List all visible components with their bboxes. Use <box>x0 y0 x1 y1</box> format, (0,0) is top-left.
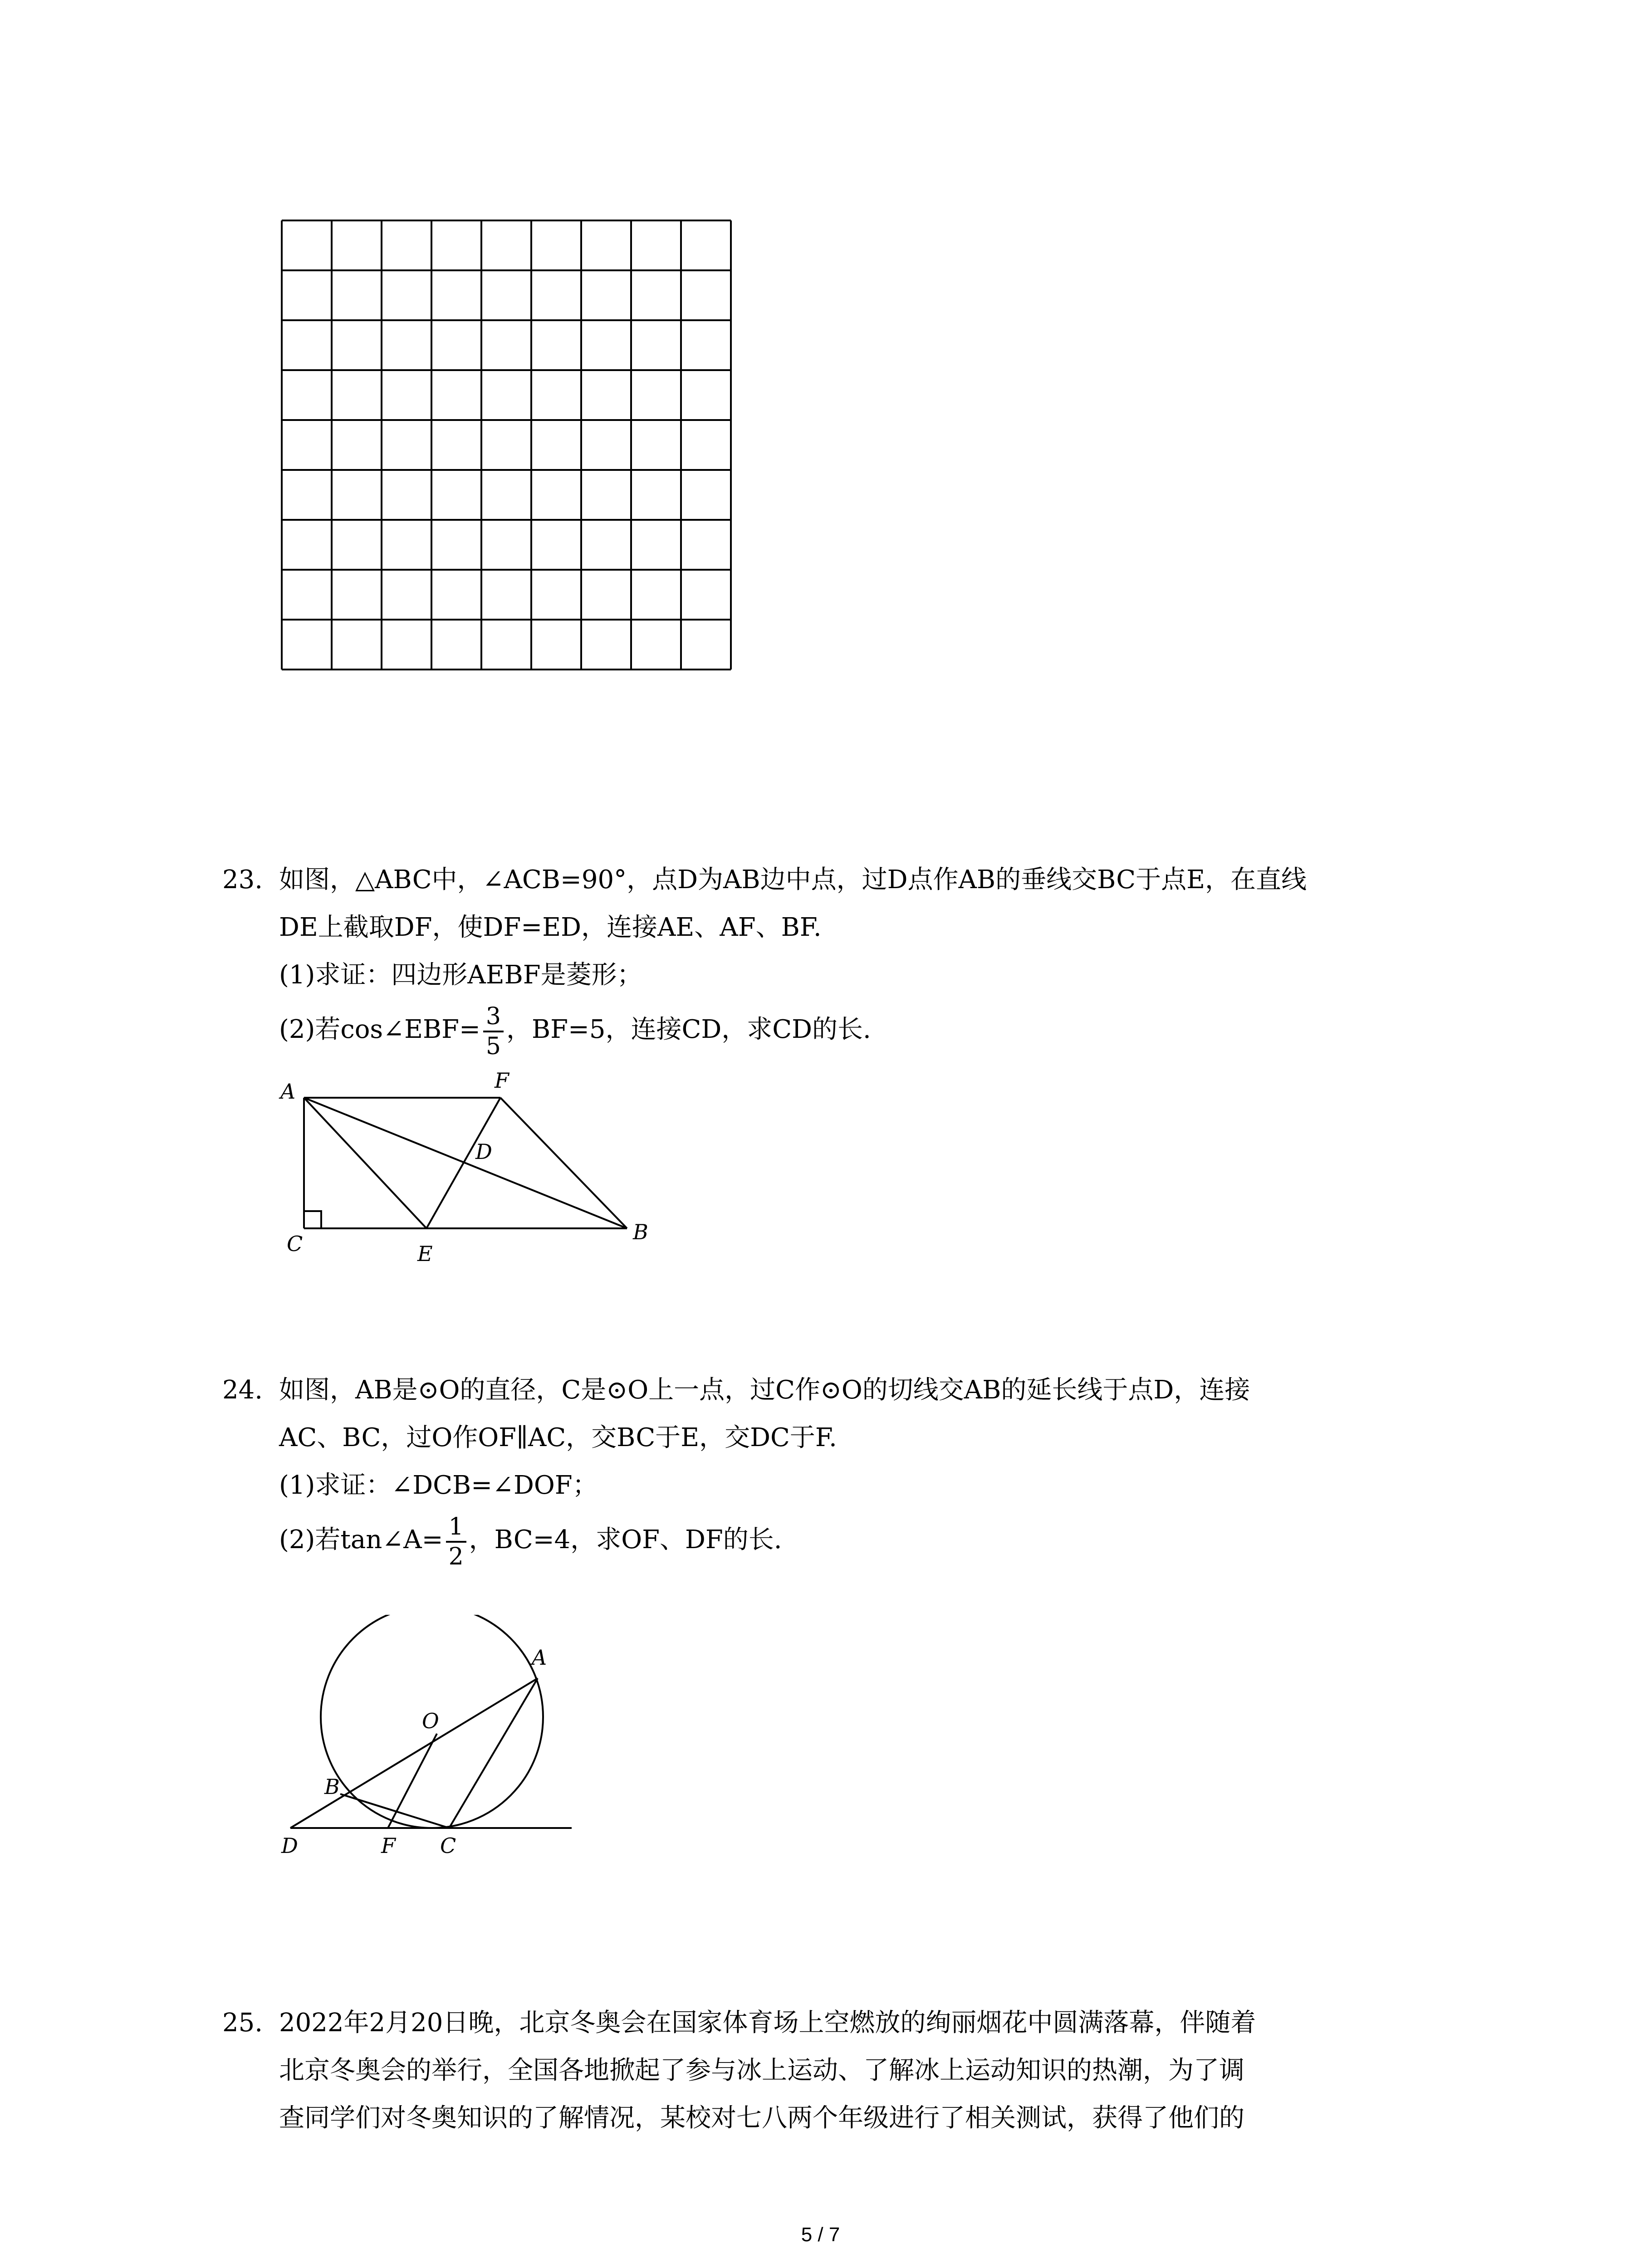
q24-line2: AC、BC，过O作OF∥AC，交BC于E，交DC于F. <box>279 1423 837 1452</box>
q23-segment-ae <box>304 1098 426 1228</box>
q24-segment-bc <box>340 1794 449 1828</box>
q23-part2-pre: (2)若cos∠EBF= <box>279 1015 480 1044</box>
q24-label-c: C <box>440 1833 456 1858</box>
q24-part2 <box>279 1506 782 1574</box>
q25-number: 25. <box>222 2008 263 2038</box>
q23-line2: DE上截取DF，使DF=ED，连接AE、AF、BF. <box>279 913 822 942</box>
q23-label-a: A <box>280 1079 296 1104</box>
q24-part2-post: ，BC=4，求OF、DF的长. <box>469 1525 782 1554</box>
q23-part2-post: ，BF=5，连接CD，求CD的长. <box>506 1015 871 1044</box>
q24-line1: 如图，AB是⊙O的直径，C是⊙O上一点，过C作⊙O的切线交AB的延长线于点D，连接 <box>279 1375 1250 1405</box>
q23-frac-denominator: 5 <box>485 1032 501 1060</box>
q24-segment-of <box>388 1734 437 1828</box>
q24-label-f: F <box>381 1833 396 1858</box>
q23-fraction <box>483 1002 504 1061</box>
q23-right-angle-mark <box>304 1211 321 1228</box>
q24-part2-pre: (2)若tan∠A= <box>279 1525 443 1554</box>
q25-line1: 2022年2月20日晚，北京冬奥会在国家体育场上空燃放的绚丽烟花中圆满落幕，伴随着 <box>279 2008 1256 2038</box>
q24-figure <box>272 1615 590 1869</box>
q23-label-e: E <box>417 1242 433 1266</box>
q24-label-o: O <box>422 1709 439 1733</box>
q23-segment-ab <box>304 1098 627 1228</box>
q24-frac-numerator: 1 <box>446 1513 466 1543</box>
q23-figure <box>272 1061 671 1275</box>
q25-line2: 北京冬奥会的举行，全国各地掀起了参与冰上运动、了解冰上运动知识的热潮，为了调 <box>279 2056 1244 2085</box>
q23-label-b: B <box>633 1220 648 1244</box>
q23-label-f: F <box>495 1068 509 1093</box>
q24-label-d: D <box>281 1833 298 1858</box>
q24-label-a: A <box>532 1645 547 1670</box>
q23-label-c: C <box>287 1232 303 1256</box>
q23-part2 <box>279 996 871 1064</box>
q24-label-b: B <box>324 1774 340 1799</box>
square-grid <box>280 219 733 671</box>
q24-frac-denominator: 2 <box>448 1543 464 1570</box>
q23-frac-numerator: 3 <box>483 1002 504 1032</box>
q23-line1: 如图，△ABC中，∠ACB=90°，点D为AB边中点，过D点作AB的垂线交BC于点E，在直线 <box>279 865 1307 894</box>
q23-number: 23. <box>222 865 263 894</box>
q24-fraction <box>446 1513 466 1571</box>
q23-label-d: D <box>475 1139 492 1164</box>
q24-number: 24. <box>222 1375 263 1405</box>
q25-line3: 查同学们对冬奥知识的了解情况，某校对七八两个年级进行了相关测试，获得了他们的 <box>279 2103 1244 2133</box>
page-number: 5 / 7 <box>801 2224 840 2246</box>
q23-part1: (1)求证：四边形AEBF是菱形； <box>279 960 642 990</box>
q24-part1: (1)求证：∠DCB=∠DOF； <box>279 1471 598 1500</box>
q24-segment-ac <box>449 1678 538 1828</box>
q23-side-fb <box>500 1098 627 1228</box>
